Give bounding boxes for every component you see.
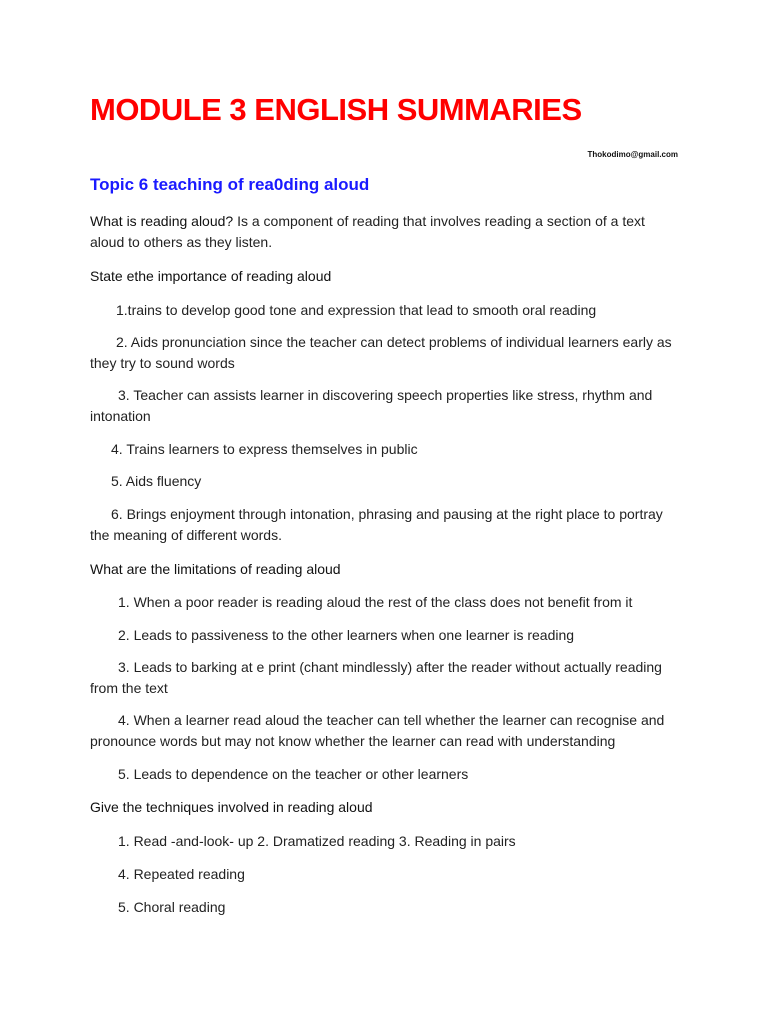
importance-item-6: 6. Brings enjoyment through intonation, phrasing and pausing at the right place to portray: [111, 506, 663, 522]
author-email: Thokodimo@gmail.com: [587, 150, 678, 159]
importance-item-6-cont: the meaning of different words.: [90, 527, 282, 543]
limitation-item-5: 5. Leads to dependence on the teacher or other learners: [118, 766, 469, 782]
limitation-item-3-cont: from the text: [90, 680, 168, 696]
topic-heading: Topic 6 teaching of rea0ding aloud: [90, 175, 370, 194]
limitation-item-2: 2. Leads to passiveness to the other learners when one learner is reading: [118, 627, 575, 643]
importance-item-1: 1.trains to develop good tone and expression that lead to smooth oral reading: [116, 302, 597, 318]
document-title: MODULE 3 ENGLISH SUMMARIES: [90, 92, 582, 127]
importance-item-4: 4. Trains learners to express themselves in public: [111, 441, 418, 457]
technique-item-2: 4. Repeated reading: [118, 866, 245, 882]
importance-item-2: 2. Aids pronunciation since the teacher can detect problems of individual learners early as: [116, 334, 672, 350]
importance-item-5: 5. Aids fluency: [111, 473, 202, 489]
limitations-heading: What are the limitations of reading aloud: [90, 561, 341, 577]
definition-question: What is reading aloud?: [90, 213, 234, 229]
importance-item-3: 3. Teacher can assists learner in discovering speech properties like stress, rhythm and: [118, 387, 653, 403]
importance-item-3-cont: intonation: [90, 408, 151, 424]
definition-answer-part-2: aloud to others as they listen.: [90, 234, 273, 250]
importance-heading: State ethe importance of reading aloud: [90, 268, 332, 284]
techniques-heading: Give the techniques involved in reading aloud: [90, 799, 373, 815]
technique-item-1: 1. Read -and-look- up 2. Dramatized reading 3. Reading in pairs: [118, 833, 516, 849]
definition-answer-part-1: Is a component of reading that involves reading a section of a text: [233, 213, 645, 229]
limitation-item-4-cont: pronounce words but may not know whether the learner can read with understanding: [90, 733, 616, 749]
limitation-item-4: 4. When a learner read aloud the teacher can tell whether the learner can recognise and: [118, 712, 665, 728]
technique-item-3: 5. Choral reading: [118, 899, 226, 915]
limitation-item-3: 3. Leads to barking at e print (chant mindlessly) after the reader without actually reading: [118, 659, 662, 675]
definition-line-1: [90, 213, 645, 229]
importance-item-2-cont: they try to sound words: [90, 355, 235, 371]
limitation-item-1: 1. When a poor reader is reading aloud the rest of the class does not benefit from it: [118, 594, 633, 610]
